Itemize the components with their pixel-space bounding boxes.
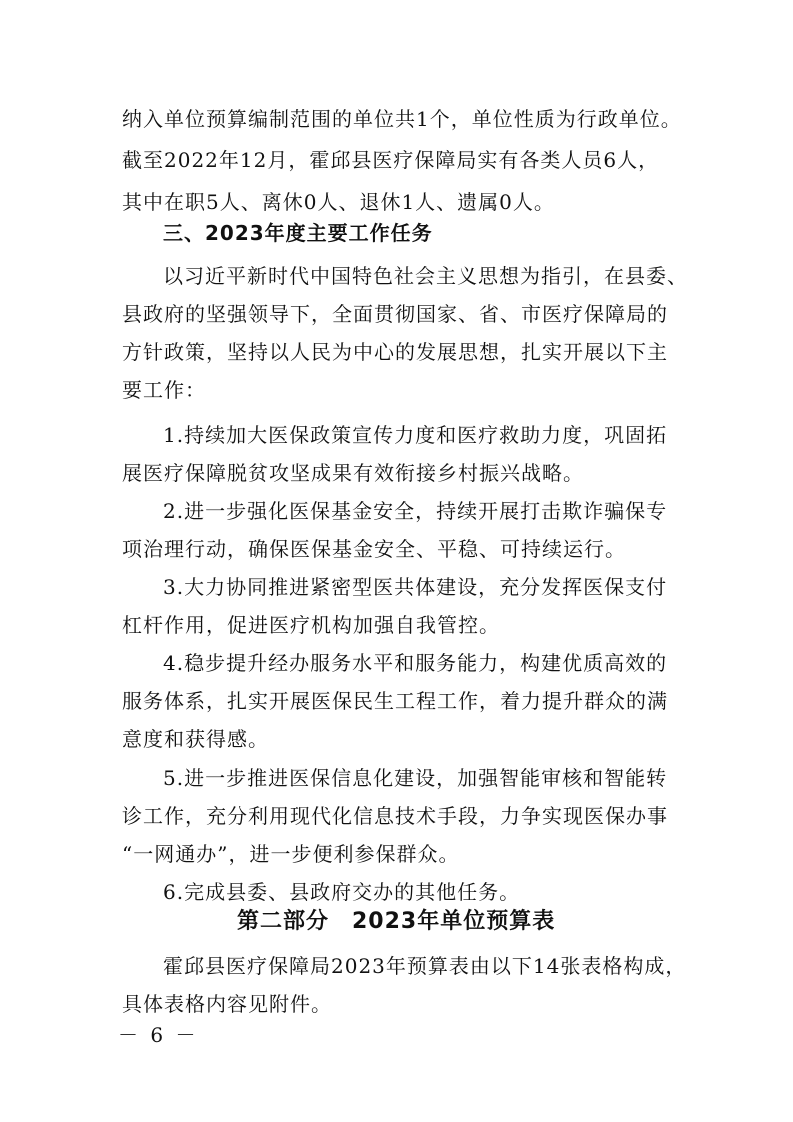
section-3-heading: 三、2023年度主要工作任务 xyxy=(163,221,433,245)
task-2-line-1: 2.进一步强化医保基金安全，持续开展打击欺诈骗保专 xyxy=(163,499,668,523)
task-5-line-1: 5.进一步推进医保信息化建设，加强智能审核和智能转 xyxy=(163,766,668,790)
part-2-title: 第二部分 2023年单位预算表 xyxy=(237,909,556,934)
intro-line-3: 其中在职5人、离休0人、退休1人、遗属0人。 xyxy=(122,190,555,214)
page-number: － 6 － xyxy=(118,1023,199,1047)
intro-line-1: 纳入单位预算编制范围的单位共1个，单位性质为行政单位。 xyxy=(122,107,682,131)
task-5-line-3: “一网通办”，进一步便利参保群众。 xyxy=(122,842,460,866)
section-3-para-line-3: 方针政策，坚持以人民为中心的发展思想，扎实开展以下主 xyxy=(122,340,668,364)
task-3-line-2: 杠杆作用，促进医疗机构加强自我管控。 xyxy=(122,613,500,637)
task-5-line-2: 诊工作，充分利用现代化信息技术手段，力争实现医保办事 xyxy=(122,804,668,828)
task-4-line-3: 意度和获得感。 xyxy=(122,727,269,751)
task-6-line-1: 6.完成县委、县政府交办的其他任务。 xyxy=(163,880,521,904)
part-2-line-1: 霍邱县医疗保障局2023年预算表由以下14张表格构成， xyxy=(163,954,687,978)
intro-line-2: 截至2022年12月，霍邱县医疗保障局实有各类人员6人， xyxy=(122,148,660,172)
section-3-para-line-1: 以习近平新时代中国特色社会主义思想为指引，在县委、 xyxy=(163,264,688,288)
task-1-line-1: 1.持续加大医保政策宣传力度和医疗救助力度，巩固拓 xyxy=(163,423,668,447)
task-4-line-2: 服务体系，扎实开展医保民生工程工作，着力提升群众的满 xyxy=(122,689,668,713)
task-4-line-1: 4.稳步提升经办服务水平和服务能力，构建优质高效的 xyxy=(163,651,668,675)
task-2-line-2: 项治理行动，确保医保基金安全、平稳、可持续运行。 xyxy=(122,537,626,561)
section-3-para-line-4: 要工作： xyxy=(122,378,206,402)
part-2-line-2: 具体表格内容见附件。 xyxy=(122,992,332,1016)
task-3-line-1: 3.大力协同推进紧密型医共体建设，充分发挥医保支付 xyxy=(163,575,668,599)
section-3-para-line-2: 县政府的坚强领导下，全面贯彻国家、省、市医疗保障局的 xyxy=(122,302,668,326)
task-1-line-2: 展医疗保障脱贫攻坚成果有效衔接乡村振兴战略。 xyxy=(122,461,584,485)
